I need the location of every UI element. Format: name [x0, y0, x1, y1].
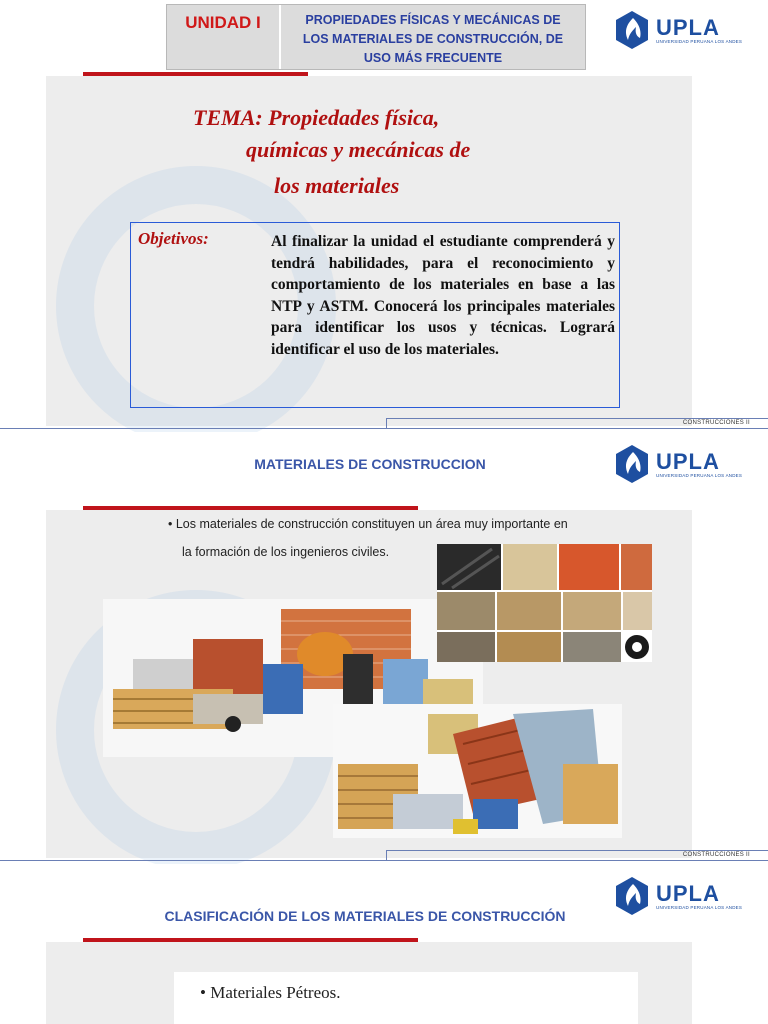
unit-label: UNIDAD I — [167, 5, 281, 69]
tema-line-1: TEMA: Propiedades física, — [193, 105, 440, 130]
footer-notch — [386, 418, 396, 428]
unit-desc-line: PROPIEDADES FÍSICAS Y MECÁNICAS DE — [305, 13, 561, 27]
slide-1 — [0, 0, 768, 432]
objetivos-box — [130, 222, 620, 408]
upla-hexagon-flame-icon — [614, 10, 650, 50]
footer-notch — [386, 850, 396, 860]
tema-line-2: químicas y mecánicas de — [246, 137, 471, 162]
materials-grid-image — [437, 544, 652, 662]
upla-hexagon-flame-icon — [614, 444, 650, 484]
footer-line — [0, 428, 768, 429]
unit-description — [281, 5, 585, 69]
footer-text: CONSTRUCCIONES II — [682, 852, 750, 858]
materials-stack-image — [333, 704, 622, 838]
logo-subtitle: UNIVERSIDAD PERUANA LOS ANDES — [656, 904, 743, 910]
tema-line-3: los materiales — [274, 173, 400, 198]
footer-line — [0, 860, 768, 861]
slide-2 — [0, 432, 768, 864]
slide-title: CLASIFICACIÓN DE LOS MATERIALES DE CONSTRUCCIÓN — [164, 908, 566, 924]
bullet-materiales-petreos: • Materiales Pétreos. — [200, 983, 341, 1002]
footer-line-upper — [396, 418, 768, 419]
footer-text: CONSTRUCCIONES II — [682, 420, 750, 426]
logo-subtitle: UNIVERSIDAD PERUANA LOS ANDES — [656, 472, 743, 478]
objetivos-label: Objetivos: — [138, 229, 209, 248]
upla-logo — [614, 876, 742, 916]
slide-title: MATERIALES DE CONSTRUCCION — [254, 456, 486, 472]
slide-3 — [0, 864, 768, 1024]
logo-word: UPLA — [656, 448, 720, 474]
unit-desc-line: USO MÁS FRECUENTE — [363, 51, 503, 65]
logo-word: UPLA — [656, 14, 720, 40]
logo-subtitle: UNIVERSIDAD PERUANA LOS ANDES — [656, 38, 743, 44]
unit-desc-line: LOS MATERIALES DE CONSTRUCCIÓN, DE — [302, 32, 564, 46]
bullet-line-1: • Los materiales de construcción constituyen un área muy importante en — [168, 517, 568, 531]
logo-word: UPLA — [656, 880, 720, 906]
objetivos-text: Al finalizar la unidad el estudiante comprenderá y tendrá habilidades, para el reconocimiento y comportamiento de los materiales en base a las NTP y ASTM. Conocerá los principales materiales para identificar los usos y técnicas. Logrará identificar el uso de los materiales. — [271, 233, 615, 358]
footer-line-upper — [396, 850, 768, 851]
unit-header — [166, 4, 586, 70]
upla-hexagon-flame-icon — [614, 876, 650, 916]
upla-logo — [614, 10, 742, 50]
upla-logo — [614, 444, 742, 484]
bullet-line-2: la formación de los ingenieros civiles. — [182, 545, 390, 559]
